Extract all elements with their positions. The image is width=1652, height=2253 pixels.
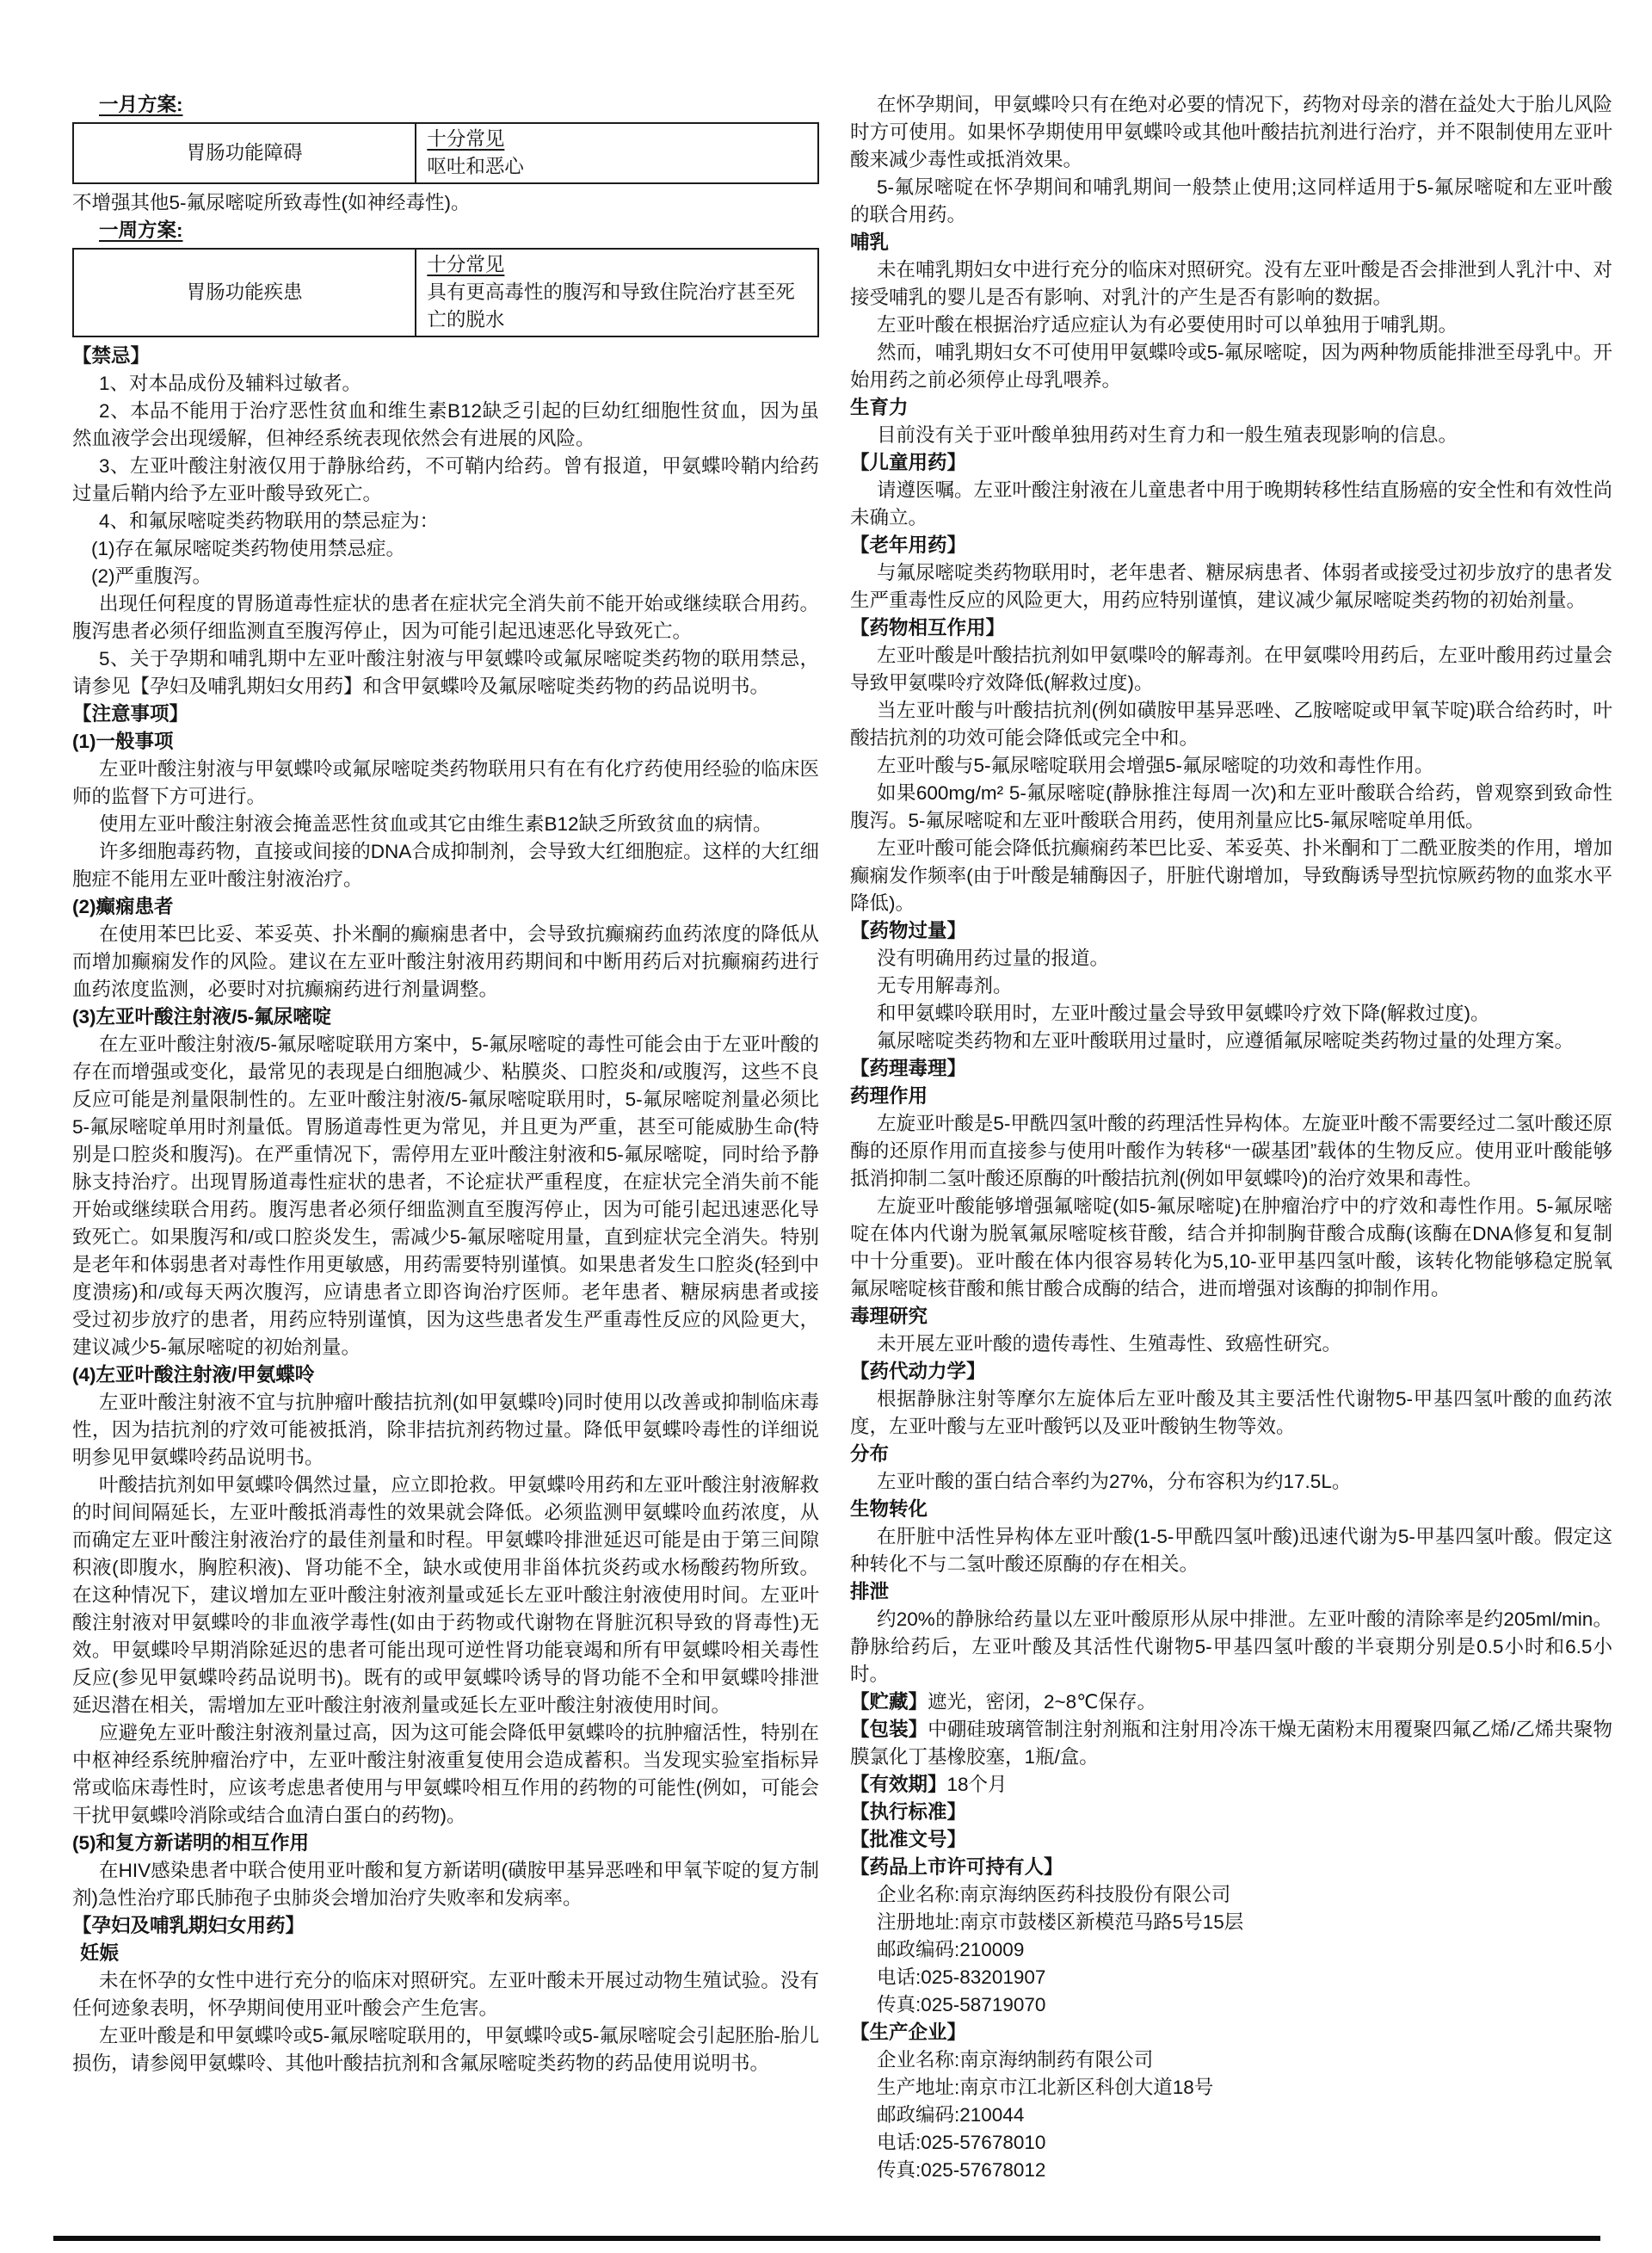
paragraph: 请遵医嘱。左亚叶酸注射液在儿童患者中用于晚期转移性结直肠癌的安全性和有效性尚未确立。	[850, 479, 1613, 528]
section-heading: 【老年用药】	[850, 534, 967, 556]
table-cell-frequency	[416, 249, 818, 336]
paragraph: 在HIV感染患者中联合使用亚叶酸和复方新诺明(磺胺甲基异恶唑和甲氧苄啶的复方制剂)急性治疗耶氏肺孢子虫肺炎会增加治疗失败率和发病率。	[72, 1860, 819, 1909]
section-heading: 【药代动力学】	[850, 1361, 986, 1382]
contact-line: 电话:025-83201907	[877, 1966, 1046, 1988]
section-heading: 【生产企业】	[850, 2022, 967, 2043]
paragraph: 使用左亚叶酸注射液会掩盖恶性贫血或其它由维生素B12缺乏所致贫血的病情。	[99, 813, 773, 835]
paragraph: 未在怀孕的女性中进行充分的临床对照研究。左亚叶酸未开展过动物生殖试验。没有任何迹象表明，怀孕期间使用亚叶酸会产生危害。	[72, 1970, 819, 2019]
section-heading: 【注意事项】	[72, 703, 189, 725]
regimen-heading-text: 一周方案:	[99, 219, 183, 241]
subsection-heading: 药理作用	[850, 1085, 928, 1107]
paragraph: 在肝脏中活性异构体左亚叶酸(1-5-甲酰四氢叶酸)迅速代谢为5-甲基四氢叶酸。假定这种转化不与二氢叶酸还原酶的存在相关。	[850, 1526, 1612, 1575]
paragraph: 叶酸拮抗剂如甲氨蝶呤偶然过量，应立即抢救。甲氨蝶呤用药和左亚叶酸注射液解救的时间间隔延长，左亚叶酸抵消毒性的效果就会降低。必须监测甲氨蝶呤血药浓度，从而确定左亚叶酸注射液治疗的最佳剂量和时程。甲氨蝶呤排泄延迟可能是由于第三间隙积液(即腹水，胸腔积液)、肾功能不全，缺水或使用非甾体抗炎药或水杨酸药物所致。在这种情况下，建议增加左亚叶酸注射液剂量或延长左亚叶酸注射液使用时间。左亚叶酸注射液对甲氨蝶呤的非血液学毒性(如由于药物或代谢物在肾脏沉积导致的肾毒性)无效。甲氨蝶呤早期消除延迟的患者可能出现可逆性肾功能衰竭和所有甲氨蝶呤相关毒性反应(参见甲氨蝶呤药品说明书)。既有的或甲氨蝶呤诱导的肾功能不全和甲氨蝶呤排泄延迟潜在相关，需增加左亚叶酸注射液剂量或延长左亚叶酸注射液使用时间。	[72, 1474, 819, 1716]
section-heading: 【药理毒理】	[850, 1058, 967, 1079]
left-column	[72, 91, 819, 2184]
inline-section-value: 中硼硅玻璃管制注射剂瓶和注射用冷冻干燥无菌粉末用覆聚四氟乙烯/乙烯共聚物膜氯化丁基橡胶塞，1瓶/盒。	[850, 1719, 1612, 1768]
contact-line: 注册地址:南京市鼓楼区新模范马路5号15层	[877, 1911, 1244, 1933]
frequency-label: 十分常见	[427, 128, 505, 150]
labeled-paragraph	[850, 1771, 1612, 1799]
section-heading: 【儿童用药】	[850, 452, 967, 473]
contact-line: 企业名称:南京海纳制药有限公司	[877, 2049, 1154, 2071]
paragraph: 2、本品不能用于治疗恶性贫血和维生素B12缺乏引起的巨幼红细胞性贫血，因为虽然血液学会出现缓解，但神经系统表现依然会有进展的风险。	[72, 400, 819, 449]
paragraph: 左旋亚叶酸能够增强氟嘧啶(如5-氟尿嘧啶)在肿瘤治疗中的疗效和毒性作用。5-氟尿嘧啶在体内代谢为脱氧氟尿嘧啶核苷酸，结合并抑制胸苷酸合成酶(该酶在DNA修复和复制中十分重要)。亚叶酸在体内很容易转化为5,10-亚甲基四氢叶酸，该转化物能够稳定脱氧氟尿嘧啶核苷酸和熊甘酸合成酶的结合，进而增强对该酶的抑制作用。	[850, 1195, 1612, 1299]
subsection-heading: 生育力	[850, 397, 909, 418]
section-heading: 【孕妇及哺乳期妇女用药】	[72, 1915, 305, 1936]
regimen-heading	[72, 217, 819, 244]
regimen-heading-text: 一月方案:	[99, 94, 183, 115]
paragraph: 没有明确用药过量的报道。	[877, 947, 1110, 969]
inline-section-value: 遮光，密闭，2~8℃保存。	[928, 1691, 1156, 1713]
section-heading: 【执行标准】	[850, 1801, 967, 1823]
list-item: (2)严重腹泻。	[91, 565, 212, 587]
paragraph: 目前没有关于亚叶酸单独用药对生育力和一般生殖表现影响的信息。	[877, 424, 1458, 446]
frequency-label: 十分常见	[427, 254, 505, 275]
paragraph: 左亚叶酸是叶酸拮抗剂如甲氨喋呤的解毒剂。在甲氨喋呤用药后，左亚叶酸用药过量会导致甲氨喋呤疗效降低(解救过度)。	[850, 645, 1613, 694]
paragraph: 约20%的静脉给药量以左亚叶酸原形从尿中排泄。左亚叶酸的清除率是约205ml/min。静脉给药后，左亚叶酸及其活性代谢物5-甲基四氢叶酸的半衰期分别是0.5小时和6.5小时。	[850, 1608, 1612, 1685]
right-column	[850, 91, 1612, 2184]
subsection-heading: (4)左亚叶酸注射液/甲氨蝶呤	[72, 1364, 315, 1386]
labeled-paragraph	[850, 1716, 1612, 1771]
section-heading: 【药品上市许可持有人】	[850, 1856, 1063, 1878]
contact-line: 传真:025-57678012	[877, 2159, 1046, 2181]
weekly-regimen-adverse-table	[72, 248, 819, 337]
table-cell-frequency	[416, 123, 818, 183]
inline-section-value: 18个月	[946, 1774, 1008, 1795]
section-heading: 【批准文号】	[850, 1829, 967, 1850]
paragraph: 未在哺乳期妇女中进行充分的临床对照研究。没有左亚叶酸是否会排泄到人乳汁中、对接受哺乳的婴儿是否有影响、对乳汁的产生是否有影响的数据。	[850, 259, 1613, 308]
paragraph: 如果600mg/m² 5-氟尿嘧啶(静脉推注每周一次)和左亚叶酸联合给药，曾观察到致命性腹泻。5-氟尿嘧啶和左亚叶酸联合用药，使用剂量应比5-氟尿嘧啶单用低。	[850, 782, 1612, 831]
page-bottom-rule	[53, 2236, 1600, 2241]
subsection-heading: 分布	[850, 1443, 890, 1465]
contact-line: 传真:025-58719070	[877, 1994, 1046, 2015]
inline-section-label: 【有效期】	[850, 1774, 947, 1795]
subsection-heading: (2)癫痫患者	[72, 896, 174, 917]
subsection-heading: 生物转化	[850, 1498, 928, 1520]
subsection-heading: (3)左亚叶酸注射液/5-氟尿嘧啶	[72, 1006, 332, 1028]
contact-line: 生产地址:南京市江北新区科创大道18号	[877, 2077, 1214, 2098]
paragraph: 与氟尿嘧啶类药物联用时，老年患者、糖尿病患者、体弱者或接受过初步放疗的患者发生严重毒性反应的风险更大，用药应特别谨慎，建议减少氟尿嘧啶类药物的初始剂量。	[850, 562, 1613, 611]
paragraph: 和甲氨蝶呤联用时，左亚叶酸过量会导致甲氨蝶呤疗效下降(解救过度)。	[877, 1003, 1490, 1024]
paragraph: 左亚叶酸与5-氟尿嘧啶联用会增强5-氟尿嘧啶的功效和毒性作用。	[877, 755, 1434, 776]
section-heading: 【药物相互作用】	[850, 617, 1006, 639]
table-cell-organ-class: 胃肠功能障碍	[73, 123, 416, 183]
paragraph: 无专用解毒剂。	[877, 975, 1013, 997]
subsection-heading: (5)和复方新诺明的相互作用	[72, 1832, 309, 1854]
list-item: (1)存在氟尿嘧啶类药物使用禁忌症。	[91, 538, 405, 559]
contact-line: 邮政编码:210044	[877, 2104, 1025, 2126]
paragraph: 应避免左亚叶酸注射液剂量过高，因为这可能会降低甲氨蝶呤的抗肿瘤活性，特别在中枢神经系统肿瘤治疗中，左亚叶酸注射液重复使用会造成蓄积。当发现实验室指标异常或临床毒性时，应该考虑患者使用与甲氨蝶呤相互作用的药物的可能性(例如，可能会干扰甲氨蝶呤消除或结合血清白蛋白的药物)。	[72, 1722, 819, 1826]
paragraph: 4、和氟尿嘧啶类药物联用的禁忌症为：	[99, 510, 440, 532]
paragraph: 在怀孕期间，甲氨蝶呤只有在绝对必要的情况下，药物对母亲的潜在益处大于胎儿风险时方可使用。如果怀孕期使用甲氨蝶呤或其他叶酸拮抗剂进行治疗，并不限制使用左亚叶酸来减少毒性或抵消效果。	[850, 94, 1613, 170]
contact-line: 邮政编码:210009	[877, 1939, 1025, 1960]
labeled-paragraph	[850, 1688, 1612, 1716]
paragraph: 左亚叶酸可能会降低抗癫痫药苯巴比妥、苯妥英、扑米酮和丁二酰亚胺类的作用，增加癫痫发作频率(由于叶酸是辅酶因子，肝脏代谢增加，导致酶诱导型抗惊厥药物的血浆水平降低)。	[850, 837, 1613, 914]
subsection-heading: (1)一般事项	[72, 731, 174, 752]
section-heading: 【药物过量】	[850, 920, 967, 941]
inline-section-label: 【贮藏】	[850, 1691, 928, 1713]
inline-section-label: 【包装】	[850, 1719, 928, 1740]
subsection-heading: 哺乳	[850, 231, 890, 253]
subsection-heading: 妊娠	[80, 1942, 120, 1964]
paragraph: 1、对本品成份及辅料过敏者。	[99, 373, 362, 394]
frequency-detail: 呕吐和恶心	[427, 156, 524, 177]
paragraph: 未开展左亚叶酸的遗传毒性、生殖毒性、致癌性研究。	[877, 1333, 1342, 1355]
paragraph: 5、关于孕期和哺乳期中左亚叶酸注射液与甲氨蝶呤或氟尿嘧啶类药物的联用禁忌，请参见【孕妇及哺乳期妇女用药】和含甲氨蝶呤及氟尿嘧啶类药物的药品说明书。	[72, 648, 819, 697]
paragraph: 5-氟尿嘧啶在怀孕期间和哺乳期间一般禁止使用;这同样适用于5-氟尿嘧啶和左亚叶酸的联合用药。	[850, 176, 1612, 225]
paragraph: 左亚叶酸注射液与甲氨蝶呤或氟尿嘧啶类药物联用只有在有化疗药使用经验的临床医师的监督下方可进行。	[72, 758, 819, 807]
contact-line: 电话:025-57678010	[877, 2132, 1046, 2153]
paragraph: 在使用苯巴比妥、苯妥英、扑米酮的癫痫患者中，会导致抗癫痫药血药浓度的降低从而增加癫痫发作的风险。建议在左亚叶酸注射液用药期间和中断用药后对抗癫痫药进行血药浓度监测，必要时对抗癫痫药进行剂量调整。	[72, 923, 819, 1000]
paragraph: 出现任何程度的胃肠道毒性症状的患者在症状完全消失前不能开始或继续联合用药。腹泻患者必须仔细监测直至腹泻停止，因为可能引起迅速恶化导致死亡。	[72, 593, 819, 642]
paragraph: 当左亚叶酸与叶酸拮抗剂(例如磺胺甲基异恶唑、乙胺嘧啶或甲氧苄啶)联合给药时，叶酸拮抗剂的功效可能会降低或完全中和。	[850, 700, 1612, 749]
paragraph: 左亚叶酸的蛋白结合率约为27%，分布容积为约17.5L。	[877, 1471, 1352, 1492]
subsection-heading: 排泄	[850, 1581, 890, 1602]
paragraph: 左亚叶酸在根据治疗适应症认为有必要使用时可以单独用于哺乳期。	[877, 314, 1458, 336]
paragraph: 左亚叶酸是和甲氨蝶呤或5-氟尿嘧啶联用的，甲氨蝶呤或5-氟尿嘧啶会引起胚胎-胎儿损伤，请参阅甲氨蝶呤、其他叶酸拮抗剂和含氟尿嘧啶类药物的药品使用说明书。	[72, 2025, 819, 2074]
paragraph: 在左亚叶酸注射液/5-氟尿嘧啶联用方案中，5-氟尿嘧啶的毒性可能会由于左亚叶酸的存在而增强或变化，最常见的表现是白细胞减少、粘膜炎、口腔炎和/或腹泻，这些不良反应可能是剂量限制性的。左亚叶酸注射液/5-氟尿嘧啶联用时，5-氟尿嘧啶剂量必须比5-氟尿嘧啶单用时剂量低。胃肠道毒性更为常见，并且更为严重，甚至可能威胁生命(特别是口腔炎和腹泻)。在严重情况下，需停用左亚叶酸注射液和5-氟尿嘧啶，同时给予静脉支持治疗。出现胃肠道毒性症状的患者，不论症状严重程度，在症状完全消失前不能开始或继续联合用药。腹泻患者必须仔细监测直至腹泻停止，因为可能引起迅速恶化导致死亡。如果腹泻和/或口腔炎发生，需减少5-氟尿嘧啶用量，直到症状完全消失。特别是老年和体弱患者对毒性作用更敏感，用药需要特别谨慎。如果患者发生口腔炎(轻到中度溃疡)和/或每天两次腹泻，应请患者立即咨询治疗医师。老年患者、糖尿病患者或接受过初步放疗的患者，用药应特别谨慎，因为这些患者发生严重毒性反应的风险更大，建议减少5-氟尿嘧啶的初始剂量。	[72, 1034, 819, 1358]
paragraph: 根据静脉注射等摩尔左旋体后左亚叶酸及其主要活性代谢物5-甲基四氢叶酸的血药浓度，左亚叶酸与左亚叶酸钙以及亚叶酸钠生物等效。	[850, 1388, 1612, 1437]
table-cell-organ-class: 胃肠功能疾患	[73, 249, 416, 336]
paragraph: 左亚叶酸注射液不宜与抗肿瘤叶酸拮抗剂(如甲氨蝶呤)同时使用以改善或抑制临床毒性，因为拮抗剂的疗效可能被抵消，除非拮抗剂药物过量。降低甲氨蝶呤毒性的详细说明参见甲氨蝶呤药品说明书。	[72, 1392, 819, 1468]
paragraph: 不增强其他5-氟尿嘧啶所致毒性(如神经毒性)。	[72, 192, 471, 213]
contact-line: 企业名称:南京海纳医药科技股份有限公司	[877, 1884, 1231, 1905]
paragraph: 氟尿嘧啶类药物和左亚叶酸联用过量时，应遵循氟尿嘧啶类药物过量的处理方案。	[877, 1030, 1575, 1052]
subsection-heading: 毒理研究	[850, 1306, 928, 1327]
paragraph: 许多细胞毒药物，直接或间接的DNA合成抑制剂，会导致大红细胞症。这样的大红细胞症不能用左亚叶酸注射液治疗。	[72, 841, 819, 890]
section-heading: 【禁忌】	[72, 345, 151, 367]
monthly-regimen-adverse-table	[72, 122, 819, 184]
regimen-heading	[72, 91, 819, 119]
frequency-detail: 具有更高毒性的腹泻和导致住院治疗甚至死亡的脱水	[427, 281, 795, 330]
paragraph: 然而，哺乳期妇女不可使用甲氨蝶呤或5-氟尿嘧啶，因为两种物质能排泄至母乳中。开始用药之前必须停止母乳喂养。	[850, 342, 1612, 391]
paragraph: 左旋亚叶酸是5-甲酰四氢叶酸的药理活性异构体。左旋亚叶酸不需要经过二氢叶酸还原酶的还原作用而直接参与使用叶酸作为转移“一碳基团”载体的生物反应。使用亚叶酸能够抵消抑制二氢叶酸还原酶的叶酸拮抗剂(例如甲氨蝶呤)的治疗效果和毒性。	[850, 1113, 1612, 1189]
paragraph: 3、左亚叶酸注射液仅用于静脉给药，不可鞘内给药。曾有报道，甲氨蝶呤鞘内给药过量后鞘内给予左亚叶酸导致死亡。	[72, 455, 819, 504]
